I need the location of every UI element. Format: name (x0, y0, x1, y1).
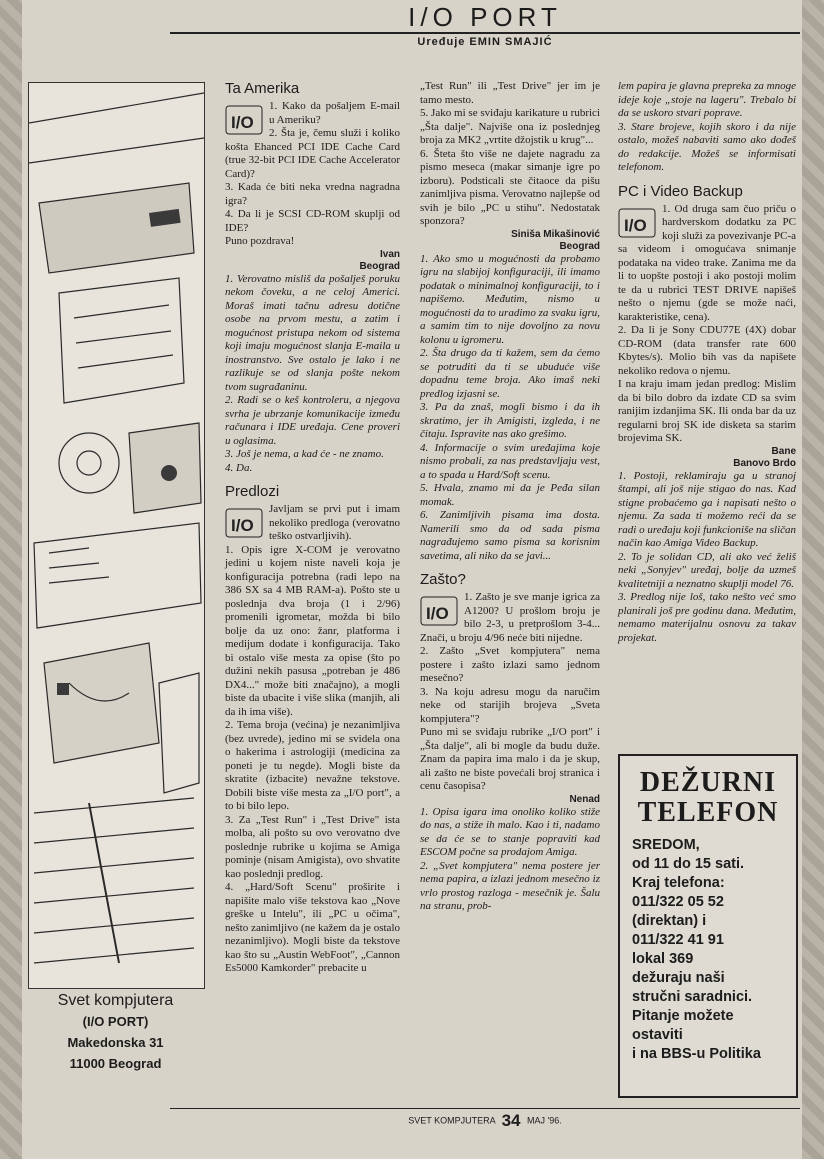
page-title: I/O PORT (408, 2, 562, 32)
page-number: 34 (501, 1111, 521, 1130)
letter-paragraph: 1. Od druga sam čuo priču o hardverskom dodatku za PC koji služi za povezivanje PC-a sa videom i omogućava snimanje podataka na video trake. Zanima me da li to uopšte postoji i ako postoji molim te da u rubrici TEST DRIVE napišeš nešto o njemu (gde se može naći, karakteristike, cena). (618, 202, 796, 323)
io-logo-icon (225, 102, 265, 136)
phone-box-title-1: DEŽURNI (639, 767, 777, 798)
letter-signature-place: Beograd (359, 260, 400, 272)
letter-paragraph: 3. Na koju adresu mogu da naručim neke od starijih brojeva „Sveta kompjutera"? (420, 685, 600, 725)
phone-number: 011/322 41 91 (632, 932, 724, 948)
illustration-drawing (29, 83, 204, 988)
phone-box-line: i na BBS-u Politika (632, 1046, 761, 1062)
answer-paragraph: 1. Postoji, reklamiraju ga u stranoj štampi, ali još nije stigao do nas. Kad stigne probaćemo ga i napisati nešto o njemu. Za sada ti možemo reći da se radi o uređaju koji funkcioniše na sličan način kao Amiga Video Backup. (618, 469, 797, 549)
svg-text:I/O: I/O (231, 516, 254, 535)
phone-box-line: Pitanje možete (632, 1008, 734, 1024)
address-line-1: (I/O PORT) (82, 1014, 149, 1029)
answer-paragraph: 4. Informacije o svim uređajima koje nismo probali, za nas predstavljaju vest, a to spada u Hard/Soft scenu. (420, 441, 600, 481)
footer-rule (170, 1108, 800, 1109)
letter-signature-place: Beograd (559, 240, 600, 252)
letter-paragraph: Puno mi se sviđaju rubrike „I/O port" i „Šta dalje", ali bi mogle da budu duže. Znam da papira ima malo i da je skup, ali zašto ne biste povećali broj stranica i cenu časopisa? (420, 726, 600, 792)
letter-paragraph: 2. Da li je Sony CDU77E (4X) dobar CD-ROM (data transfer rate 600 Kbytes/s). Molio bih vas da napišete nekoliko redova o njemu. (618, 324, 796, 377)
answer-paragraph: 1. Verovatno misliš da pošalješ poruku nekom čoveku, a ne celoj Americi. Moraš imati tačnu adresu dotične osobe na prvom mestu, a zatim i mogućnost pristupa nekom od sistema koji imaju mogućnost slanja E-maila u inostranstvo. Sve ostalo je lako i ne razlikuje se od slanja pošte nekom tvom sugrađaninu. (225, 272, 400, 393)
phone-box-body (620, 828, 796, 1064)
footer-issue: MAJ '96. (527, 1115, 562, 1126)
answer-paragraph: lem papira je glavna prepreka za mnoge ideje koje „stoje na lageru". Trebalo bi da se uskoro stvari poprave. (618, 80, 796, 119)
letter-paragraph: I na kraju imam jedan predlog: Mislim da bi bilo dobro da izdate CD sa svim ranijim izdanjima SK. Ili onda bar da uz regularni broj SK ide disketa sa starim brojevima SK. (618, 378, 796, 444)
answer-paragraph: 2. „Svet kompjutera" nema postere jer nema papira, a izlazi jednom mesečno iz vrlo prostog razloga - mesečnik je. Šalu na stranu, prob- (420, 859, 600, 912)
answer-paragraph: 1. Ako smo u mogućnosti da probamo igru na slabijoj konfiguraciji, ili imamo podatak o minimalnoj konfiguraciji, to i napišemo. Međutim, nismo u mogućnosti da to uradimo za svaku igru, a samim tim to nije dovoljno za novu kolonu u igromeru. (420, 252, 600, 346)
letter-paragraph: 2. Tema broja (većina) je nezanimljiva (bez uvrede), jedino mi se svidela ona o hakerima i astrologiji (medicina za poneti je tu negde). Mogli biste da skratite (izbacite) nevažne tekstove. Dobili biste više mesta za „I/O port", a to bi bilo lepo. (225, 719, 400, 812)
answer-paragraph: 3. Još je nema, a kad će - ne znamo. (225, 448, 384, 460)
mailing-address (28, 990, 203, 1074)
letter-signature-place: Banovo Brdo (733, 457, 796, 469)
phone-box-line: (direktan) i (632, 913, 707, 929)
phone-box-line: dežuraju naši (632, 970, 725, 986)
io-logo-icon (618, 205, 658, 239)
answer-paragraph: 3. Stare brojeve, kojih skoro i da nije ostalo, možeš nabaviti samo ako dođeš do redakcije. Možeš se informisati telefonom. (618, 120, 796, 173)
letter-paragraph: 3. Kada će biti neka vredna nagradna igra? (225, 181, 400, 207)
letter-paragraph: 6. Šteta što više ne dajete nagradu za pismo meseca (makar simanje igre po izboru). Podsticali ste čitaoce da pišu zanimljiva pisma. Verovatno najlepše od svih je bilo „PC u stihu". Nedostatak sponzora? (420, 147, 600, 227)
letter-paragraph: Puno pozdrava! (225, 235, 295, 247)
letter-paragraph: 2. Šta je, čemu služi i koliko košta Ehanced PCI IDE Cache Card (true 32-bit PCI IDE Cache Accelerator Card)? (225, 127, 400, 180)
phone-box-line: Kraj telefona: (632, 875, 725, 891)
answer-paragraph: 3. Pa da znaš, mogli bismo i da ih skratimo, jer ih Amigisti, izgleda, i ne čitaju. Ispravite nas ako grešimo. (420, 401, 600, 440)
phone-number: 011/322 05 52 (632, 894, 724, 910)
answer-paragraph: 2. Radi se o keš kontroleru, a njegova svrha je ubrzanje komunikacije između računara i IDE uređaja. Cene proveri u oglasima. (225, 394, 400, 447)
comic-illustration (28, 82, 205, 989)
letter-paragraph: „Test Run" ili „Test Drive" jer im je tamo mesto. (420, 80, 600, 106)
phone-box-title-2: TELEFON (637, 797, 779, 828)
phone-box-line: SREDOM, (632, 837, 700, 853)
answer-paragraph: 5. Hvala, znamo mi da je Peđa silan momak. (420, 482, 600, 508)
letter-paragraph: 3. Za „Test Run" i „Test Drive" ista molba, ali pošto su ovo verovatno dve poslednje rubrike u kojima se Amiga pominje (nisam Amigista), ovo shvatite kao poslednji predlog. (225, 813, 400, 880)
answer-paragraph: 1. Opisa igara ima onoliko koliko stiže do nas, a stiže ih malo. Kao i ti, nadamo se da će se to stanje popraviti kad ESCOM počne sa prodajom Amiga. (420, 805, 600, 858)
letter-signature: Ivan (379, 248, 400, 260)
answer-paragraph: 2. Šta drugo da ti kažem, sem da ćemo se potruditi da ti se ubuduće više dopadnu teme broja. Ako imaš neki predlog izjasni se. (420, 347, 600, 400)
svg-text:I/O: I/O (624, 215, 647, 235)
phone-box-line: stručni saradnici. (632, 989, 753, 1005)
letter-signature: Bane (771, 445, 796, 457)
section-heading-predlozi: Predlozi (225, 483, 280, 500)
left-background-band (0, 0, 22, 1159)
io-logo-icon (225, 505, 265, 539)
address-title: Svet kompjutera (57, 992, 174, 1009)
letter-paragraph: 5. Jako mi se sviđaju karikature u rubrici „Šta dalje". Najviše ona iz poslednjeg broja za MK2 „vrtite džojstik u krug"... (420, 107, 600, 146)
page-header (170, 2, 800, 48)
io-logo-icon (420, 593, 460, 627)
section-heading-ta-amerika: Ta Amerika (225, 80, 300, 97)
phone-box-line: lokal 369 (632, 951, 694, 967)
address-line-2: Makedonska 31 (67, 1035, 164, 1050)
answer-paragraph: 2. To je solidan CD, ali ako već želiš neki „Sonyjev" uređaj, bolje da uzmeš kvalitetniji a neznatno skuplji model 76. (618, 550, 796, 590)
phone-box-line: ostaviti (632, 1027, 683, 1043)
letter-signature: Siniša Mikašinović (511, 228, 600, 240)
letter-paragraph: 1. Opis igre X-COM je verovatno jedini u kojem niste naveli koja je konfiguracija potrebna (radi lepo na 386 SX sa 4 MB RAM-a). Pošto ste u poslednja dva broja (1 i 2/96) promenili igrometar, možda bi bilo bolje da uz ono: žanr, platforma i medijum dodate i konfiguracija. Tako bi ostalo više mesta za opise (što po dužini nekih pasusa „potreban je 486 DX4..." može biti značajno), a mogli biste da ubacite i više slika (manjih, ali da ih ima više). (225, 543, 400, 718)
footer-magazine: SVET KOMPJUTERA (408, 1115, 496, 1126)
duty-phone-box (618, 754, 798, 1098)
section-heading-pc-video-backup: PC i Video Backup (618, 182, 743, 200)
letter-paragraph: Javljam se prvi put i imam nekoliko predloga (verovatno teško ostvarljivih). (269, 503, 400, 542)
letter-paragraph: 4. „Hard/Soft Scenu" proširite i napišite malo više tekstova kao „Nove greške u Intelu", ili „PC u očima", nešto zanimljivo (ne kažem da je ostalo nezanimljivo). Mogli biste da tekstove kao što su „Austin WebFoot", „Cannon Es5000 Kamkorder" prebacite u (225, 881, 400, 974)
letter-paragraph: 1. Kako da pošaljem E-mail u Ameriku? (269, 100, 400, 126)
column-1 (225, 80, 400, 976)
column-2 (420, 80, 600, 914)
answer-paragraph: 6. Zanimljivih pisama ima dosta. Namerili smo da od sada pisma nagrađujemo samo pisma sa korisnim savetima, ali niko da se javi... (420, 509, 600, 562)
address-line-3: 11000 Beograd (69, 1056, 162, 1071)
header-rule (170, 32, 800, 34)
svg-text:I/O: I/O (426, 604, 449, 623)
page-editor: Uređuje EMIN SMAJIĆ (417, 36, 553, 48)
letter-signature: Nenad (569, 793, 600, 805)
answer-paragraph: 3. Predlog nije loš, tako nešto već smo planirali još pre godinu dana. Međutim, nemamo materijalnu osnovu za takav projekat. (618, 591, 796, 644)
section-heading-zasto: Zašto? (420, 571, 466, 588)
letter-paragraph: 1. Zašto je sve manje igrica za A1200? U prošlom broju je bilo 2-3, u pretprošlom 3-4... Znači, u broju 4/96 neće biti nijedne. (420, 591, 600, 644)
answer-paragraph: 4. Da. (225, 461, 253, 474)
letter-paragraph: 2. Zašto „Svet kompjutera" nema postere i zašto izlazi samo jednom mesečno? (420, 645, 600, 684)
letter-paragraph: 4. Da li je SCSI CD-ROM skuplji od IDE? (225, 208, 400, 234)
footer-text (170, 1111, 800, 1131)
phone-box-line: od 11 do 15 sati. (632, 856, 745, 872)
svg-text:I/O: I/O (231, 113, 254, 132)
page-footer (170, 1108, 800, 1131)
column-3 (618, 80, 796, 645)
right-background-band (802, 0, 824, 1159)
